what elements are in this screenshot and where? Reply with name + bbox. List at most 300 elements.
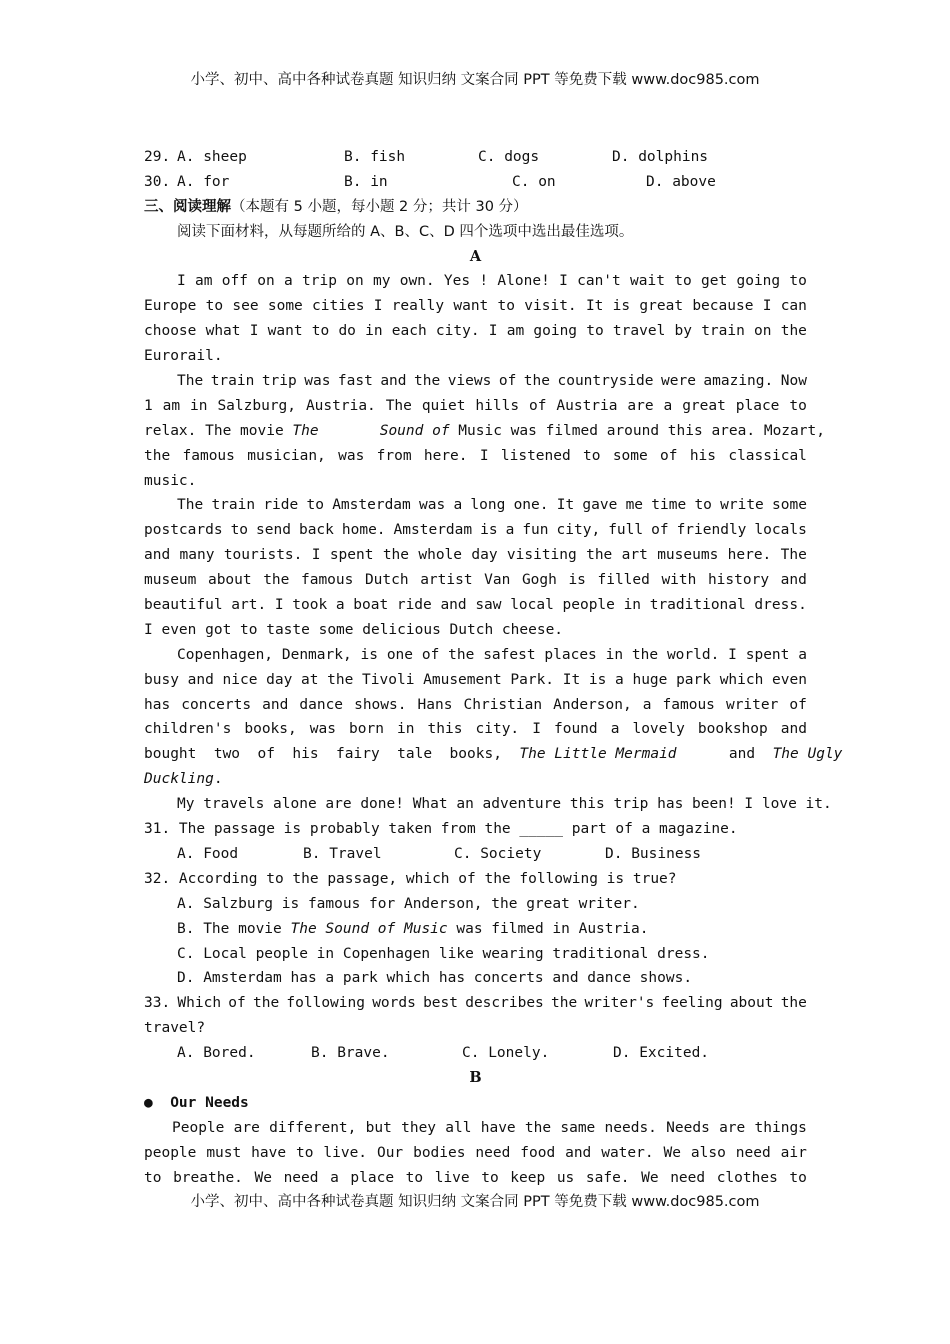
section3-instruction: 阅读下面材料，从每题所给的 A、B、C、D 四个选项中选出最佳选项。 bbox=[177, 223, 634, 240]
word: to bbox=[586, 323, 604, 340]
word: are bbox=[627, 397, 654, 414]
word: Park. bbox=[510, 671, 555, 688]
word: send bbox=[256, 522, 291, 539]
passage-a-p3-line5 bbox=[144, 593, 807, 618]
passage-a-p4-line5 bbox=[144, 742, 843, 767]
word: great bbox=[682, 397, 726, 414]
word: art. bbox=[231, 597, 267, 614]
word: I bbox=[728, 646, 737, 663]
passage-b-title: Our Needs bbox=[170, 1094, 249, 1111]
word: Salzburg, bbox=[217, 397, 297, 414]
word: countryside bbox=[557, 373, 654, 390]
passage-a-p1-line1 bbox=[144, 269, 807, 294]
book-title-mermaid: The Little Mermaid bbox=[519, 746, 677, 763]
word: food bbox=[520, 1144, 556, 1161]
q31-stem: 31. The passage is probably taken from the _____ part of a magazine. bbox=[144, 821, 738, 838]
word: to bbox=[674, 273, 692, 290]
word: train bbox=[701, 323, 745, 340]
word: live bbox=[434, 1169, 470, 1186]
word: need bbox=[475, 1144, 511, 1161]
word: some bbox=[267, 298, 303, 315]
word: is bbox=[568, 572, 586, 589]
q33-option-c: C. Lonely. bbox=[462, 1045, 550, 1062]
word: am bbox=[162, 397, 181, 414]
word: whole bbox=[418, 547, 463, 564]
word: can't bbox=[577, 273, 621, 290]
word: at bbox=[301, 671, 319, 688]
word: a bbox=[284, 273, 293, 290]
q30-option-c: C. on bbox=[512, 173, 556, 190]
q31-option-a: A. Food bbox=[177, 845, 239, 862]
word: friendly bbox=[676, 522, 747, 539]
word: needs. bbox=[604, 1119, 657, 1136]
passage-b-label: B bbox=[469, 1068, 482, 1086]
books-line-prefix: bought two of his fairy tale books, bbox=[144, 746, 520, 763]
word: Amusement bbox=[423, 671, 502, 688]
word: the bbox=[448, 646, 475, 663]
word: city. bbox=[435, 323, 480, 340]
word: some bbox=[612, 447, 648, 464]
word: took bbox=[292, 597, 328, 614]
books-line-and: and bbox=[676, 746, 773, 763]
q33-option-d: D. Excited. bbox=[613, 1045, 710, 1062]
word: of bbox=[228, 995, 246, 1012]
word: Austria bbox=[556, 397, 618, 414]
word: saw bbox=[475, 597, 502, 614]
section3-heading bbox=[144, 195, 807, 220]
word: I bbox=[274, 597, 284, 614]
q32-stem: 32. According to the passage, which of the following is true? bbox=[144, 870, 677, 887]
word: a bbox=[610, 721, 620, 738]
word: quiet bbox=[421, 397, 466, 414]
q30-option-a: A. for bbox=[177, 173, 230, 190]
word: the bbox=[586, 547, 613, 564]
word: but bbox=[365, 1119, 392, 1136]
word: off bbox=[221, 273, 248, 290]
word: same bbox=[560, 1119, 596, 1136]
word: place bbox=[735, 397, 780, 414]
q32-option-c: C. Local people in Copenhagen like wearing traditional dress. bbox=[177, 945, 710, 962]
word: here. bbox=[423, 447, 468, 464]
word: home. bbox=[341, 522, 386, 539]
word: filled bbox=[597, 572, 650, 589]
word: cities bbox=[312, 298, 365, 315]
word: writer's bbox=[584, 995, 655, 1012]
word: 1 bbox=[144, 397, 153, 414]
passage-b-line3 bbox=[144, 1166, 807, 1191]
word: of bbox=[528, 397, 547, 414]
word: what bbox=[205, 323, 241, 340]
word: the bbox=[523, 373, 550, 390]
word: and bbox=[780, 721, 807, 738]
word: boat bbox=[353, 597, 389, 614]
word: also bbox=[690, 1144, 726, 1161]
word: the bbox=[631, 646, 659, 663]
word: a bbox=[330, 1169, 339, 1186]
word: huge bbox=[632, 671, 668, 688]
passage-a-p1-line3 bbox=[144, 319, 807, 344]
word: have bbox=[480, 1119, 516, 1136]
word: world. bbox=[666, 646, 720, 663]
word: nice bbox=[222, 671, 258, 688]
word: Amsterdam bbox=[393, 522, 473, 539]
word: spent bbox=[329, 547, 374, 564]
word: trip bbox=[302, 273, 337, 290]
word: of bbox=[421, 646, 440, 663]
book-title-ugly: The Ugly bbox=[772, 746, 843, 763]
word: museum bbox=[144, 572, 197, 589]
word: here. bbox=[727, 547, 772, 564]
word: people bbox=[562, 597, 615, 614]
word: best bbox=[423, 995, 458, 1012]
word: each bbox=[391, 323, 427, 340]
word: to bbox=[789, 273, 807, 290]
word: are bbox=[719, 1119, 746, 1136]
word: on bbox=[754, 323, 772, 340]
word: famous bbox=[300, 572, 354, 589]
word: fast bbox=[337, 373, 373, 390]
word: and bbox=[440, 597, 467, 614]
word: to bbox=[789, 397, 807, 414]
word: Alone! bbox=[497, 273, 550, 290]
passage-a-p4-line6 bbox=[144, 767, 807, 792]
word: many bbox=[179, 547, 215, 564]
page-content bbox=[144, 145, 843, 1190]
word: are bbox=[233, 1119, 260, 1136]
q31-option-b: B. Travel bbox=[303, 845, 382, 862]
word: hills bbox=[475, 397, 520, 414]
word: Hans bbox=[417, 696, 453, 713]
word: Which bbox=[177, 995, 222, 1012]
passage-a-label: A bbox=[469, 247, 482, 265]
word: clothes bbox=[716, 1169, 778, 1186]
movie-title-part1: The bbox=[292, 422, 319, 439]
word: museums bbox=[657, 547, 719, 564]
q33-option-b: B. Brave. bbox=[311, 1045, 390, 1062]
word: is bbox=[612, 298, 631, 315]
word: about bbox=[207, 572, 252, 589]
word: trip bbox=[261, 373, 297, 390]
word: his bbox=[689, 447, 717, 464]
word: amazing. bbox=[703, 373, 774, 390]
word: even bbox=[772, 671, 807, 688]
passage-a-p2-line3 bbox=[144, 419, 825, 444]
word: bookshop bbox=[697, 721, 768, 738]
passage-a-p4-line2 bbox=[144, 668, 807, 693]
passage-a-p3-line6: I even got to taste some delicious Dutch cheese. bbox=[144, 621, 564, 638]
word: need bbox=[670, 1169, 706, 1186]
word: We bbox=[663, 1144, 681, 1161]
word: to bbox=[583, 447, 601, 464]
word: a bbox=[642, 696, 652, 713]
word: really bbox=[391, 298, 445, 315]
word: a bbox=[798, 646, 807, 663]
q32-b-movie-title: The Sound of Music bbox=[290, 920, 448, 937]
word: describes bbox=[465, 995, 544, 1012]
passage-b-heading bbox=[144, 1091, 807, 1116]
passage-a-p3-line3 bbox=[144, 543, 807, 568]
word: live. bbox=[323, 1144, 368, 1161]
word: artist bbox=[420, 572, 473, 589]
word: Europe bbox=[144, 298, 197, 315]
word: the bbox=[780, 323, 807, 340]
word: in bbox=[397, 721, 415, 738]
word: by bbox=[674, 323, 692, 340]
word: have bbox=[251, 1144, 287, 1161]
word: all bbox=[445, 1119, 472, 1136]
word: We bbox=[641, 1169, 659, 1186]
word: me bbox=[625, 497, 644, 514]
passage-b-line2 bbox=[144, 1141, 807, 1166]
q32-option-b bbox=[144, 917, 807, 942]
word: do bbox=[338, 323, 356, 340]
q32-option-d: D. Amsterdam has a park which has concerts and dance shows. bbox=[177, 970, 693, 987]
word: in bbox=[365, 323, 383, 340]
word: to bbox=[311, 323, 330, 340]
word: Gogh bbox=[521, 572, 557, 589]
word: a bbox=[453, 497, 463, 514]
word: children's bbox=[144, 721, 232, 738]
word: locals bbox=[754, 522, 807, 539]
word: and bbox=[780, 572, 807, 589]
word: Yes bbox=[443, 273, 471, 290]
question-29 bbox=[144, 145, 807, 170]
word: I bbox=[373, 298, 383, 315]
word: Amsterdam bbox=[332, 497, 411, 514]
section3-note: （本题有 5 小题，每小题 2 分；共计 30 分） bbox=[231, 198, 528, 215]
passage-a-p2-line1 bbox=[144, 369, 807, 394]
word: must bbox=[206, 1144, 242, 1161]
word: ride bbox=[396, 597, 432, 614]
word: full bbox=[608, 522, 644, 539]
word: long bbox=[470, 497, 506, 514]
word: to bbox=[296, 1144, 314, 1161]
word: air bbox=[780, 1144, 807, 1161]
bullet-icon: ● bbox=[144, 1094, 153, 1111]
word: day bbox=[266, 671, 293, 688]
q33-option-a: A. Bored. bbox=[177, 1045, 256, 1062]
word: is bbox=[480, 522, 498, 539]
word: concerts bbox=[181, 696, 252, 713]
word: the bbox=[263, 572, 290, 589]
q29-option-a: A. sheep bbox=[177, 149, 247, 165]
passage-a-p5: My travels alone are done! What an adventure this trip has been! I love it. bbox=[177, 796, 832, 813]
movie-title-gap bbox=[319, 423, 380, 439]
books-line-end: . bbox=[213, 771, 223, 788]
word: park bbox=[676, 671, 711, 688]
q32-b-suffix: was filmed in Austria. bbox=[447, 920, 649, 937]
word: from bbox=[376, 447, 412, 464]
word: to bbox=[230, 522, 249, 539]
passage-b-line1 bbox=[144, 1116, 807, 1141]
word: on bbox=[346, 273, 364, 290]
word: a bbox=[505, 522, 515, 539]
word: about bbox=[729, 995, 774, 1012]
word: which bbox=[719, 671, 764, 688]
word: shows. bbox=[354, 696, 407, 713]
word: the bbox=[414, 373, 441, 390]
word: busy bbox=[144, 671, 179, 688]
word: has bbox=[144, 696, 171, 713]
word: listened bbox=[500, 447, 571, 464]
word: 33. bbox=[144, 995, 171, 1012]
word: get bbox=[701, 273, 728, 290]
passage-a-p3-line4 bbox=[144, 568, 807, 593]
q29-number: 29. bbox=[144, 149, 171, 165]
word: to bbox=[694, 497, 712, 514]
word: is bbox=[588, 671, 607, 688]
word: The bbox=[177, 373, 204, 390]
word: to bbox=[789, 1169, 807, 1186]
q29-option-b: B. fish bbox=[344, 149, 406, 165]
word: was bbox=[304, 373, 331, 390]
q29-option-d: D. dolphins bbox=[612, 149, 709, 165]
word: gave bbox=[582, 497, 618, 514]
word: see bbox=[232, 298, 259, 315]
word: and bbox=[144, 547, 171, 564]
question-30 bbox=[144, 170, 807, 195]
word: I bbox=[532, 721, 541, 738]
word: postcards bbox=[144, 522, 223, 539]
word: was bbox=[419, 497, 446, 514]
word: want bbox=[453, 298, 489, 315]
word: my bbox=[372, 273, 391, 290]
word: breathe. bbox=[173, 1169, 243, 1186]
passage-a-p2-line5: music. bbox=[144, 472, 197, 489]
q30-number: 30. bbox=[144, 173, 171, 190]
word: bodies bbox=[413, 1144, 466, 1161]
word: train bbox=[210, 373, 255, 390]
word: things bbox=[754, 1119, 807, 1136]
word: Denmark, bbox=[281, 646, 352, 663]
word: some bbox=[772, 497, 807, 514]
word: this bbox=[427, 721, 463, 738]
movie-title-part2: Sound of bbox=[379, 422, 450, 439]
word: place bbox=[350, 1169, 395, 1186]
word: one bbox=[386, 646, 414, 663]
word: keep bbox=[510, 1169, 546, 1186]
word: history bbox=[707, 572, 770, 589]
word: It bbox=[556, 497, 575, 514]
word: on bbox=[257, 273, 275, 290]
word: local bbox=[510, 597, 554, 614]
word: We bbox=[254, 1169, 272, 1186]
word: spent bbox=[745, 646, 790, 663]
word: back bbox=[298, 522, 334, 539]
word: views bbox=[447, 373, 492, 390]
q31-option-d: D. Business bbox=[605, 845, 702, 862]
word: because bbox=[692, 298, 754, 315]
word: following bbox=[286, 995, 365, 1012]
word: safest bbox=[483, 646, 536, 663]
q31-options bbox=[144, 842, 807, 867]
word: beautiful bbox=[144, 597, 223, 614]
passage-a-p3-line2 bbox=[144, 518, 807, 543]
word: fun bbox=[522, 522, 549, 539]
word: The bbox=[177, 497, 204, 514]
word: in bbox=[605, 646, 624, 663]
word: is bbox=[360, 646, 378, 663]
q31-option-c: C. Society bbox=[454, 845, 542, 862]
passage-a-p4-line4 bbox=[144, 717, 807, 742]
word: safe. bbox=[585, 1169, 630, 1186]
word: am bbox=[195, 273, 213, 290]
word: found bbox=[553, 721, 598, 738]
word: can bbox=[780, 298, 807, 315]
word: in bbox=[190, 397, 208, 414]
word: art bbox=[621, 547, 648, 564]
word: lovely bbox=[632, 721, 685, 738]
movie-line-prefix: relax. The movie bbox=[144, 422, 293, 439]
word: of bbox=[498, 373, 517, 390]
word: to bbox=[306, 497, 324, 514]
word: city. bbox=[475, 721, 520, 738]
word: I bbox=[488, 323, 498, 340]
word: day bbox=[471, 547, 498, 564]
word: Tivoli bbox=[362, 671, 415, 688]
word: the bbox=[551, 995, 578, 1012]
q30-option-b: B. in bbox=[344, 173, 388, 190]
word: were bbox=[661, 373, 696, 390]
word: Anderson, bbox=[553, 696, 632, 713]
word: visit. bbox=[524, 298, 577, 315]
word: The bbox=[780, 547, 807, 564]
word: was bbox=[309, 721, 336, 738]
word: a bbox=[663, 397, 673, 414]
page-footer: 小学、初中、高中各种试卷真题 知识归纳 文案合同 PPT 等免费下载 www.doc985.com bbox=[190, 1194, 760, 1210]
q33-options bbox=[144, 1041, 807, 1066]
word: People bbox=[172, 1119, 225, 1136]
word: the bbox=[327, 671, 354, 688]
word: was bbox=[338, 447, 365, 464]
word: choose bbox=[144, 323, 197, 340]
q29-option-c: C. dogs bbox=[478, 149, 540, 165]
word: city, bbox=[556, 522, 601, 539]
word: ! bbox=[479, 273, 489, 290]
word: write bbox=[720, 497, 764, 514]
passage-a-p1-line4: Eurorail. bbox=[144, 348, 223, 365]
word: Christian bbox=[463, 696, 543, 713]
word: us bbox=[556, 1169, 575, 1186]
word: own. bbox=[399, 273, 435, 290]
word: with bbox=[661, 572, 697, 589]
word: to bbox=[205, 298, 224, 315]
q32-b-prefix: B. The movie bbox=[177, 920, 291, 937]
word: born bbox=[349, 721, 384, 738]
word: going bbox=[736, 273, 781, 290]
book-title-duckling: Duckling bbox=[144, 771, 214, 788]
word: the bbox=[252, 995, 280, 1012]
word: to bbox=[481, 1169, 499, 1186]
word: I bbox=[177, 273, 186, 290]
q32-option-a: A. Salzburg is famous for Anderson, the great writer. bbox=[177, 895, 640, 912]
word: a bbox=[615, 671, 624, 688]
word: of bbox=[789, 696, 807, 713]
word: Dutch bbox=[364, 572, 409, 589]
word: need bbox=[283, 1169, 319, 1186]
word: and bbox=[187, 671, 214, 688]
word: am bbox=[506, 323, 525, 340]
section3-title: 三、阅读理解 bbox=[144, 198, 231, 215]
word: the bbox=[144, 447, 171, 464]
word: Needs bbox=[666, 1119, 710, 1136]
word: people bbox=[144, 1144, 197, 1161]
word: I bbox=[559, 273, 568, 290]
word: and bbox=[565, 1144, 592, 1161]
word: want bbox=[267, 323, 303, 340]
word: famous bbox=[662, 696, 715, 713]
passage-a-p4-line3 bbox=[144, 693, 807, 718]
